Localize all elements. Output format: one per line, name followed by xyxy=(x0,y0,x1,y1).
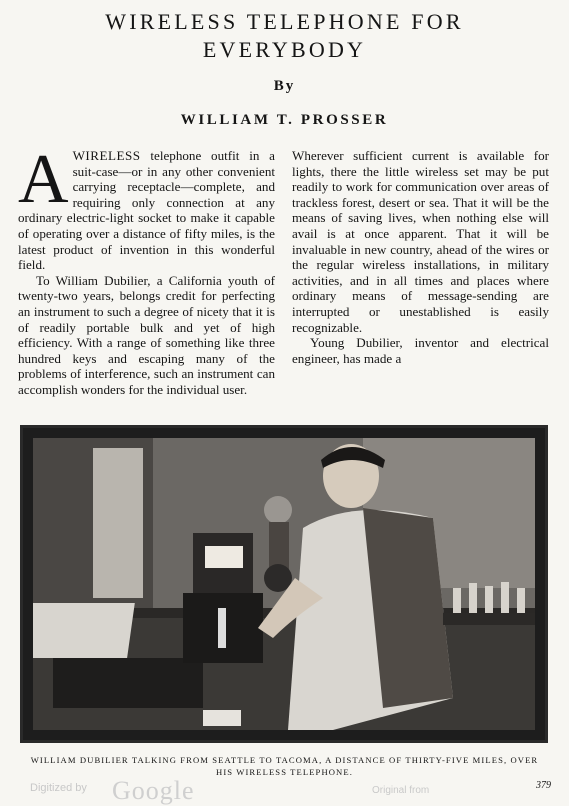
article-title-line-2: EVERYBODY xyxy=(202,37,367,62)
paragraph-1 xyxy=(18,141,275,273)
text-column-left xyxy=(18,141,275,398)
article-title-line-1: WIRELESS TELEPHONE FOR xyxy=(105,9,464,34)
lead-word: WIRELESS xyxy=(72,148,141,163)
photo-image xyxy=(33,438,535,730)
author-name: WILLIAM T. PROSSER xyxy=(180,112,389,128)
photo-illustration xyxy=(33,438,535,730)
paragraph-1-text: telephone outfit in a suit-case—or in any other convenient carrying receptacle—complete, and requiring only connection at any ordinary electric-light socket to make it capable of operating over a distance of fifty miles, is the latest product of invention in this wonderful field. xyxy=(18,148,275,273)
watermark-digitized-by: Digitized by xyxy=(30,782,87,794)
watermark-google: Google xyxy=(112,776,195,805)
paragraph-2-part-a: To William Dubilier, a California youth of twenty-two years, belongs credit for perfecting an instrument to such a degree of nicety that it is of readily portable bulk and yet of high efficiency. With a range of something like three hundred keys and escaping many of the problems of interference, such an instrument can accomplish wonders for the individual user. xyxy=(18,272,275,397)
drop-cap: A xyxy=(18,141,69,218)
paragraph-2-part-b: Wherever sufficient current is available for lights, there the little wireless set may be put readily to work for communication over areas of trackless forest, desert or sea. That it will be the means of saving lives, when nothing else will avail is at once apparent. That it will be invaluable in new country, ahead of the wires or the regular wireless installations, in military activities, and in all times and places where ordinary means of message-sending are interrupted or unestablished is easily recognizable. xyxy=(292,148,549,335)
text-column-right xyxy=(292,148,549,366)
paragraph-3: Young Dubilier, inventor and electrical engineer, has made a xyxy=(292,335,549,366)
watermark-original-from: Original from xyxy=(372,785,430,796)
byline-by: By xyxy=(273,78,296,94)
page-number: 379 xyxy=(536,780,551,791)
figure-caption: WILLIAM DUBILIER TALKING FROM SEATTLE TO TACOMA, A DISTANCE OF THIRTY-FIVE MILES, OVER HIS WIRELESS TELEPHONE. xyxy=(30,755,539,777)
photograph xyxy=(20,425,548,743)
